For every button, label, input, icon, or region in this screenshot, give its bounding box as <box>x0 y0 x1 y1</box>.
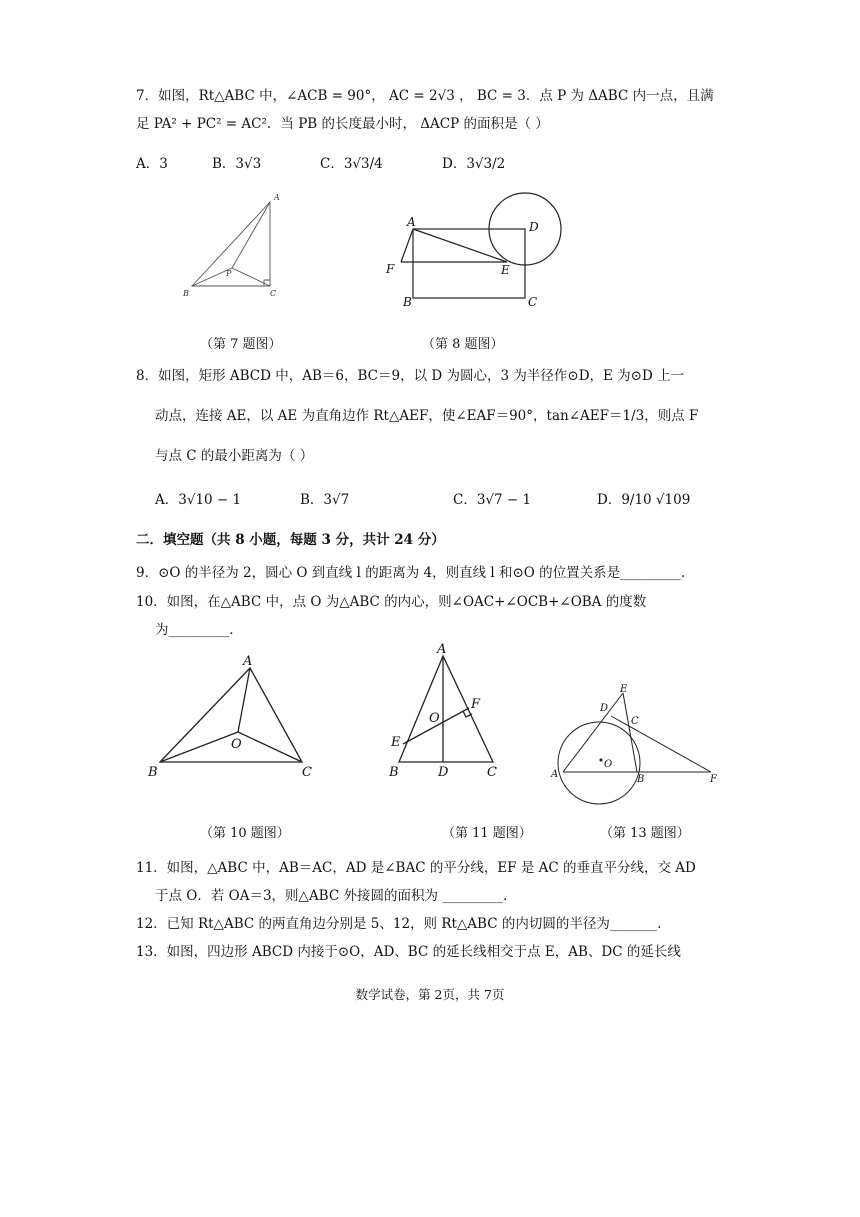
figure-10 <box>145 652 325 782</box>
q8-option-b: B．3√7 <box>300 492 350 508</box>
fig8-label-f: F <box>386 262 395 276</box>
fig11-label-b: B <box>389 765 399 780</box>
figure-8 <box>383 190 583 320</box>
q8-line-2: 动点，连接 AE，以 AE 为直角边作 Rt△AEF，使∠EAF＝90°，tan∠AEF＝1/3，则点 F <box>155 408 699 424</box>
q11-line-1: 11．如图，△ABC 中，AB＝AC，AD 是∠BAC 的平分线，EF 是 AC 的垂直平分线，交 AD <box>136 860 696 876</box>
fig8-label-b: B <box>403 295 412 309</box>
fig13-label-o: O <box>604 759 613 770</box>
fig13-label-d: D <box>600 703 609 714</box>
q11-line-2: 于点 O．若 OA＝3，则△ABC 外接圆的面积为 _________. <box>155 888 508 904</box>
q8-line-1: 8．如图，矩形 ABCD 中，AB＝6，BC＝9，以 D 为圆心，3 为半径作⊙D，E 为⊙D 上一 <box>136 368 685 384</box>
fig13-caption: （第 13 题图） <box>600 826 690 841</box>
fig7-label-c: C <box>270 289 277 298</box>
fig7-label-b: B <box>183 289 189 298</box>
q8-option-d: D．9/10 √109 <box>597 492 691 508</box>
fig10-label-o: O <box>231 737 242 752</box>
fig8-label-c: C <box>528 295 538 309</box>
fig7-label-a: A <box>274 193 280 202</box>
fig13-label-c: C <box>631 716 639 727</box>
section-2-heading: 二．填空题（共 8 小题，每题 3 分，共计 24 分） <box>136 532 445 548</box>
fig8-label-e: E <box>501 263 510 277</box>
fig13-label-f: F <box>710 774 717 785</box>
figure-7 <box>180 190 300 310</box>
q8-option-a: A．3√10 − 1 <box>155 492 242 508</box>
fig10-caption: （第 10 题图） <box>200 826 290 841</box>
q9-text: 9．⊙O 的半径为 2，圆心 O 到直线 l 的距离为 4，则直线 l 和⊙O 的位置关系是_________. <box>136 565 686 581</box>
fig7-label-p: P <box>226 269 232 278</box>
fig10-label-a: A <box>243 654 253 669</box>
fig13-label-a: A <box>551 769 559 780</box>
fig11-label-o: O <box>429 711 440 726</box>
q7-line-1: 7．如图，Rt△ABC 中，∠ACB = 90°， AC = 2√3 ， BC = 3．点 P 为 ΔABC 内一点，且满 <box>136 88 714 104</box>
q8-line-3: 与点 C 的最小距离为（ ） <box>155 448 314 464</box>
fig11-label-d: D <box>438 765 449 780</box>
fig11-label-f: F <box>471 697 481 712</box>
fig11-label-a: A <box>437 642 447 657</box>
q7-line-2: 足 PA² + PC² = AC²．当 PB 的长度最小时， ΔACP 的面积是（ ） <box>136 116 549 132</box>
q7-option-b: B．3√3 <box>212 156 262 172</box>
fig11-caption: （第 11 题图） <box>442 826 532 841</box>
q7-option-c: C．3√3/4 <box>320 156 383 172</box>
fig13-label-e: E <box>620 684 628 695</box>
fig7-caption: （第 7 题图） <box>200 337 282 352</box>
fig8-label-a: A <box>407 215 416 229</box>
figure-11 <box>385 640 515 790</box>
q13-line-1: 13．如图，四边形 ABCD 内接于⊙O，AD、BC 的延长线相交于点 E，AB、DC 的延长线 <box>136 944 681 960</box>
fig11-label-e: E <box>391 735 401 750</box>
q10-line-1: 10．如图，在△ABC 中，点 O 为△ABC 的内心，则∠OAC+∠OCB+∠OBA 的度数 <box>136 594 647 610</box>
page-footer: 数学试卷，第 2页，共 7页 <box>355 987 505 1002</box>
q12-text: 12．已知 Rt△ABC 的两直角边分别是 5、12，则 Rt△ABC 的内切圆的半径为_______. <box>136 916 662 932</box>
fig11-label-c: C <box>487 765 497 780</box>
q7-option-d: D．3√3/2 <box>442 156 506 172</box>
q8-option-c: C．3√7 − 1 <box>453 492 532 508</box>
fig10-label-c: C <box>302 765 312 780</box>
fig13-label-b: B <box>637 774 645 785</box>
fig8-label-d: D <box>529 220 539 234</box>
q7-option-a: A．3 <box>136 156 168 172</box>
figure-13 <box>546 680 726 810</box>
q10-line-2: 为_________. <box>155 622 234 638</box>
fig10-label-b: B <box>148 765 158 780</box>
fig8-caption: （第 8 题图） <box>422 337 504 352</box>
